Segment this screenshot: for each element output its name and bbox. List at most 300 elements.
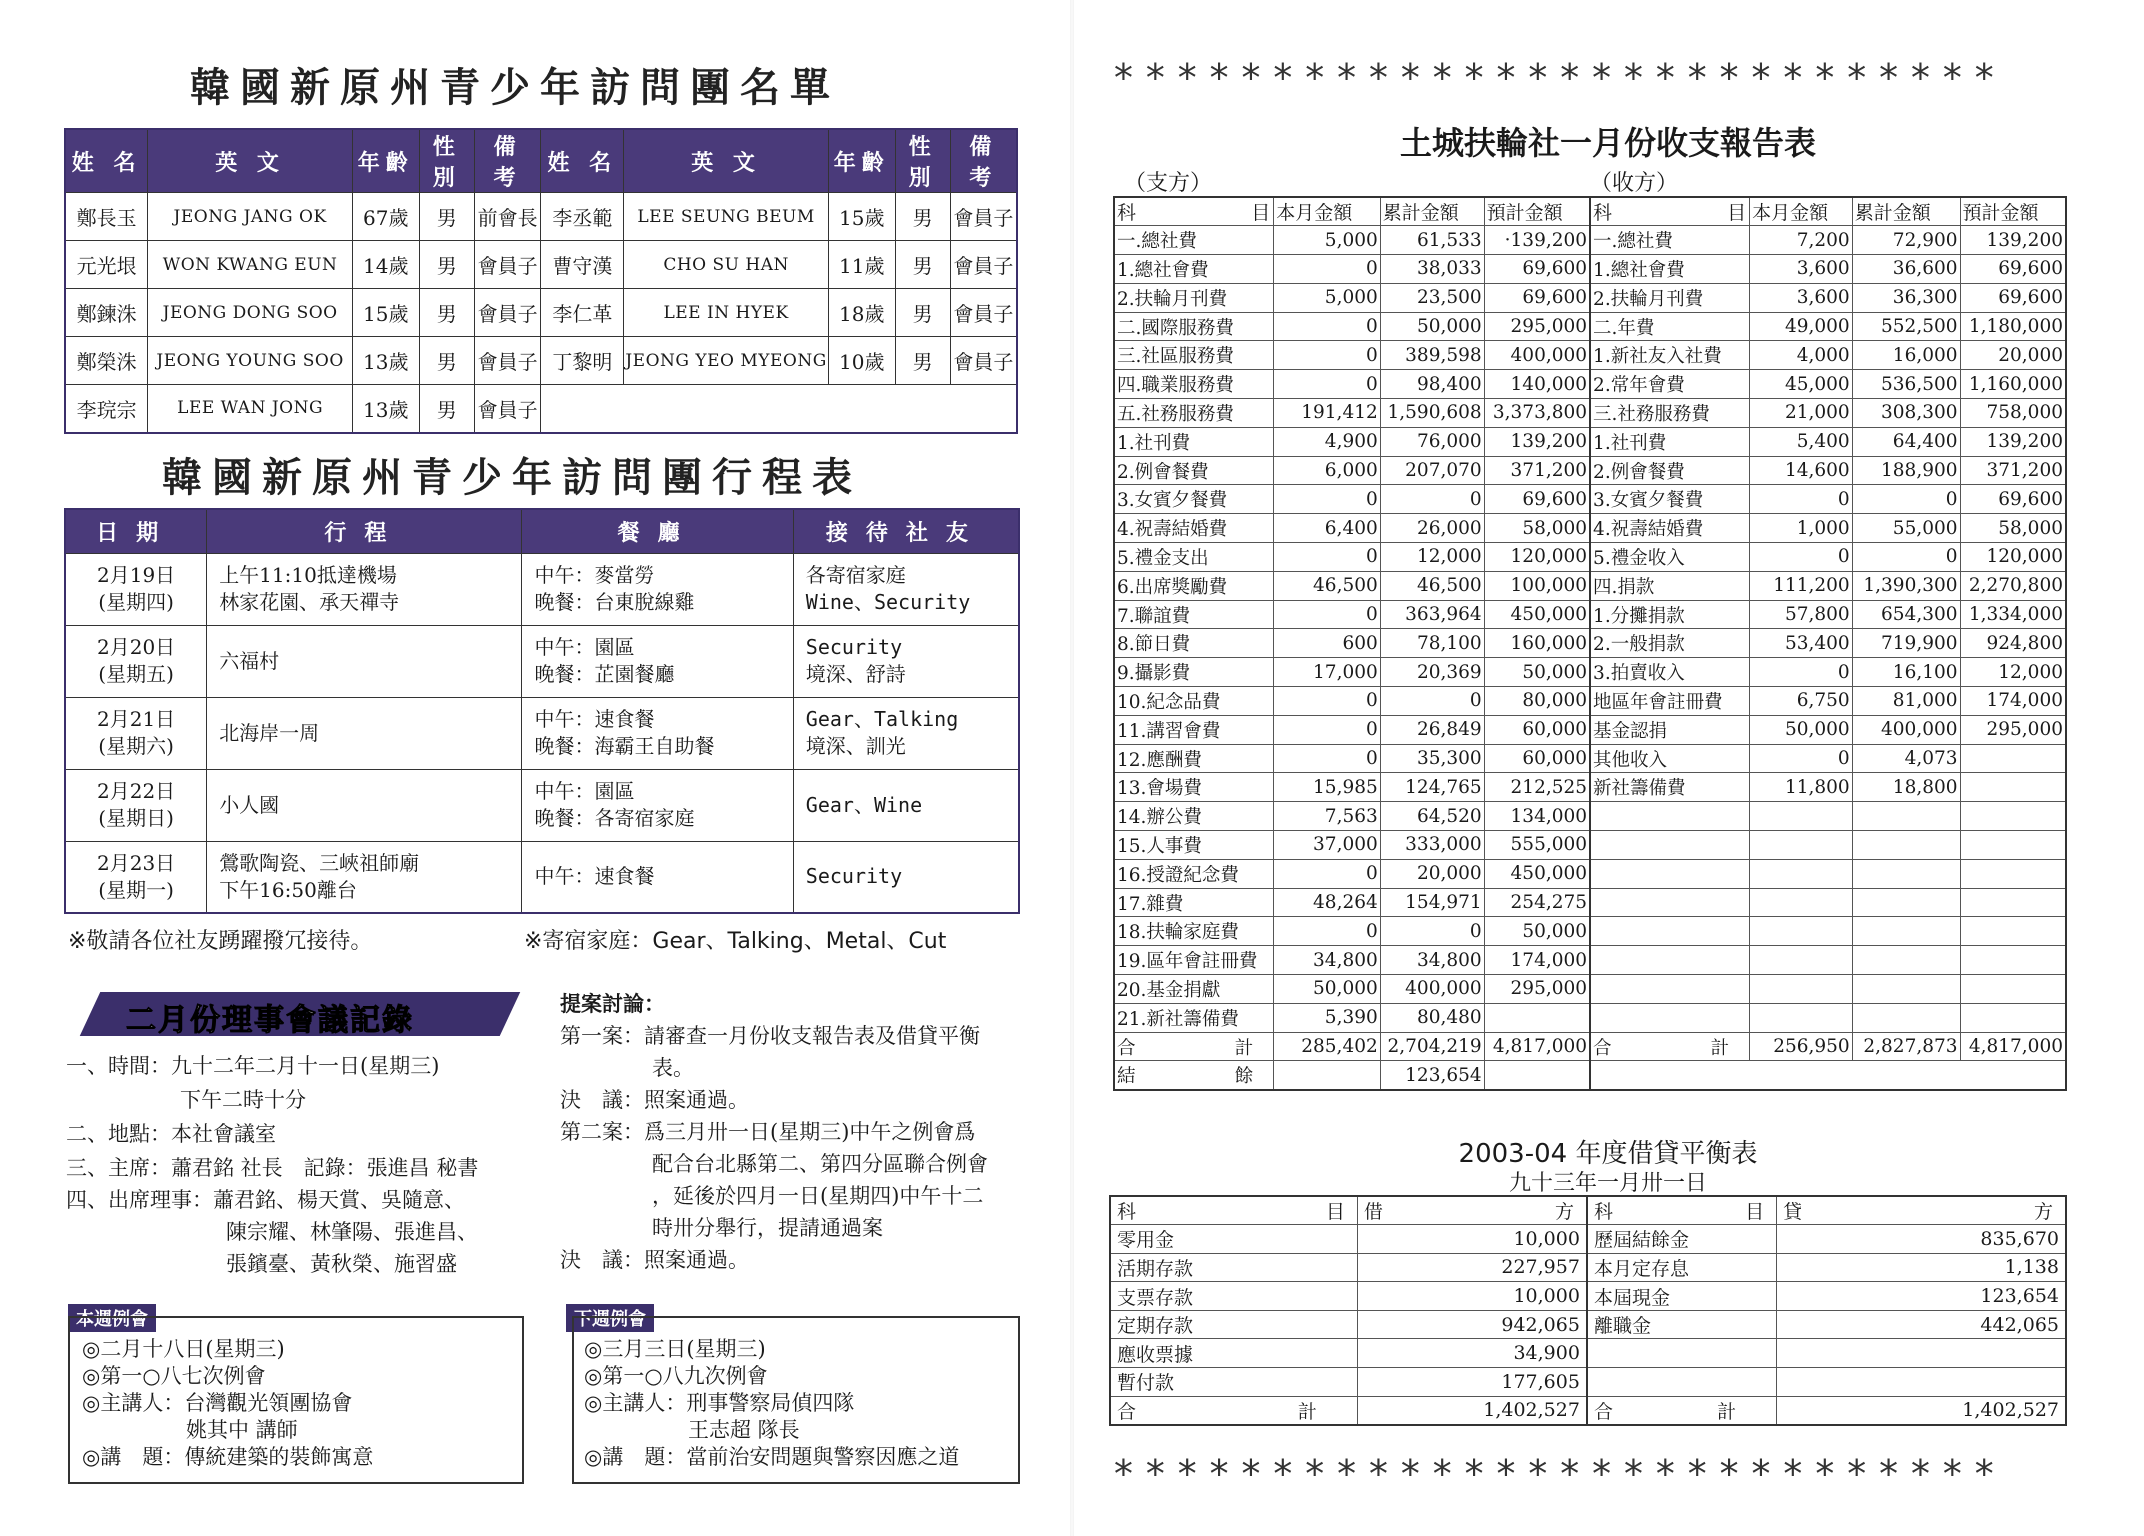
- finance-row: [1114, 485, 2066, 514]
- finance-amount: [1852, 802, 1960, 831]
- finance-item: [1590, 917, 1750, 946]
- finance-item: 5.禮金收入: [1590, 543, 1750, 572]
- finance-item: 16.授證紀念費: [1114, 859, 1274, 888]
- finance-total-amount: 2,704,219: [1380, 1032, 1484, 1061]
- finance-amount: 58,000: [1960, 514, 2066, 543]
- roster-header-cell: 年齡: [828, 129, 895, 193]
- roster-cell: 鄭長玉: [65, 193, 148, 241]
- finance-amount: 34,800: [1274, 946, 1381, 975]
- roster-cell: 會員子: [950, 193, 1017, 241]
- finance-amount: [1484, 1003, 1590, 1032]
- balance-table: [1109, 1195, 2067, 1426]
- finance-item: 一.總社費: [1590, 226, 1750, 255]
- roster-cell: 元光垠: [65, 241, 148, 289]
- finance-amount: 1,334,000: [1960, 600, 2066, 629]
- next-week-line: ◎第一○八九次例會: [584, 1364, 768, 1388]
- finance-amount: 53,400: [1750, 629, 1853, 658]
- finance-row: [1114, 370, 2066, 399]
- finance-amount: 26,000: [1380, 514, 1484, 543]
- schedule-meal: 中午：速食餐: [534, 707, 655, 731]
- finance-amount: 23,500: [1380, 283, 1484, 312]
- schedule-date: 2月20日: [97, 635, 176, 659]
- roster-cell: 李丞範: [541, 193, 624, 241]
- schedule-host: Gear、Wine: [805, 792, 923, 817]
- finance-row: [1114, 514, 2066, 543]
- proposal-line: 決 議：照案通過。: [560, 1088, 749, 1112]
- finance-amount: [1750, 859, 1853, 888]
- finance-amount: 254,275: [1484, 888, 1590, 917]
- schedule-trip-cell: [207, 841, 522, 913]
- balance-header-cell: [1587, 1196, 1777, 1225]
- roster-cell: JEONG YOUNG SOO: [148, 337, 353, 385]
- finance-amount: 0: [1380, 917, 1484, 946]
- schedule-meal: 中午：園區: [534, 779, 635, 803]
- finance-item: 9.攝影費: [1114, 658, 1274, 687]
- schedule-meal: 中午：麥當勞: [534, 563, 655, 587]
- this-week-line: ◎講 題：傳統建築的裝飾寓意: [82, 1445, 374, 1469]
- finance-amount: [1852, 888, 1960, 917]
- roster-cell: 男: [895, 193, 950, 241]
- finance-amount: 0: [1274, 715, 1381, 744]
- finance-amount: 12,000: [1960, 658, 2066, 687]
- schedule-weekday: (星期四): [98, 590, 174, 614]
- finance-row: [1114, 975, 2066, 1004]
- finance-amount: 160,000: [1484, 629, 1590, 658]
- finance-amount: 81,000: [1852, 687, 1960, 716]
- finance-header-cell: [1114, 197, 1274, 226]
- empty-cell: [1484, 1061, 1590, 1090]
- roster-cell: 李仁革: [541, 289, 624, 337]
- finance-item: [1590, 831, 1750, 860]
- finance-item: 四.捐款: [1590, 571, 1750, 600]
- finance-amount: 212,525: [1484, 773, 1590, 802]
- finance-amount: 80,480: [1380, 1003, 1484, 1032]
- balance-header-right: 方: [2033, 1201, 2053, 1224]
- schedule-host: 各寄宿家庭: [805, 563, 906, 587]
- schedule-trip: 下午16:50離台: [219, 877, 357, 902]
- finance-amount: 134,000: [1484, 802, 1590, 831]
- finance-amount: [1852, 917, 1960, 946]
- roster-cell: 男: [419, 241, 474, 289]
- finance-item: 10.紀念品費: [1114, 687, 1274, 716]
- balance-item: 離職金: [1587, 1310, 1777, 1339]
- balance-item: 零用金: [1110, 1225, 1357, 1254]
- schedule-date-cell: [65, 553, 207, 625]
- finance-balance-label: [1114, 1061, 1274, 1090]
- finance-amount: 5,000: [1274, 283, 1381, 312]
- finance-amount: 49,000: [1750, 312, 1853, 341]
- finance-amount: 58,000: [1484, 514, 1590, 543]
- finance-total-amount: 2,827,873: [1852, 1032, 1960, 1061]
- finance-amount: 1,590,608: [1380, 399, 1484, 428]
- finance-header-cell: 累計金額: [1852, 197, 1960, 226]
- roster-row: [65, 289, 1017, 337]
- meeting-line: 一、時間：九十二年二月十一日(星期三): [66, 1054, 440, 1078]
- schedule-date-cell: [65, 841, 207, 913]
- roster-cell: 10歲: [828, 337, 895, 385]
- next-week-box: [572, 1316, 1020, 1484]
- empty-cell: [1590, 1061, 2066, 1090]
- balance-total-label: [1110, 1396, 1357, 1425]
- finance-amount: 450,000: [1484, 600, 1590, 629]
- finance-amount: 69,600: [1960, 283, 2066, 312]
- finance-amount: 758,000: [1960, 399, 2066, 428]
- finance-amount: 3,373,800: [1484, 399, 1590, 428]
- finance-amount: 80,000: [1484, 687, 1590, 716]
- proposals-title: 提案討論：: [560, 992, 665, 1016]
- finance-amount: 124,765: [1380, 773, 1484, 802]
- finance-amount: 371,200: [1484, 456, 1590, 485]
- schedule-note-left: ※敬請各位社友踴躍撥冗接待。: [68, 929, 373, 954]
- balance-header-left: 科: [1593, 1201, 1613, 1224]
- finance-row: [1114, 427, 2066, 456]
- total-char: 合: [1117, 1037, 1136, 1059]
- meeting-line: 二、地點：本社會議室: [66, 1122, 276, 1146]
- roster-header-cell: 年齡: [352, 129, 419, 193]
- balance-header-cell: [1110, 1196, 1357, 1225]
- finance-row: [1114, 946, 2066, 975]
- roster-cell: 鄭鍊洙: [65, 289, 148, 337]
- finance-amount: 4,000: [1750, 341, 1853, 370]
- roster-header-cell: 英 文: [148, 129, 353, 193]
- finance-amount: 60,000: [1484, 715, 1590, 744]
- finance-header-cell: 預計金額: [1484, 197, 1590, 226]
- finance-amount: 1,390,300: [1852, 571, 1960, 600]
- schedule-trip: 鶯歌陶瓷、三峽祖師廟: [219, 850, 420, 875]
- finance-amount: 18,800: [1852, 773, 1960, 802]
- expense-label: （支方）: [1124, 171, 1213, 196]
- schedule-trip-cell: [207, 697, 522, 769]
- finance-amount: [1960, 744, 2066, 773]
- roster-cell: 會員子: [474, 241, 541, 289]
- finance-amount: ·139,200: [1484, 226, 1590, 255]
- schedule-header-cell: 日期: [65, 509, 207, 553]
- schedule-host: Security: [805, 635, 903, 659]
- roster-cell: JEONG YEO MYEONG: [624, 337, 829, 385]
- schedule-date-cell: [65, 625, 207, 697]
- finance-row: [1114, 715, 2066, 744]
- finance-header-cell: [1590, 197, 1750, 226]
- finance-amount: 0: [1274, 859, 1381, 888]
- finance-amount: 400,000: [1380, 975, 1484, 1004]
- finance-amount: 16,000: [1852, 341, 1960, 370]
- finance-amount: 400,000: [1852, 715, 1960, 744]
- finance-amount: 207,070: [1380, 456, 1484, 485]
- balance-amount: [1777, 1339, 2066, 1368]
- balance-total-amount: 1,402,527: [1357, 1396, 1587, 1425]
- schedule-host-cell: [793, 697, 1019, 769]
- finance-amount: 17,000: [1274, 658, 1381, 687]
- roster-cell: 會員子: [950, 337, 1017, 385]
- finance-amount: 50,000: [1380, 312, 1484, 341]
- finance-amount: 6,750: [1750, 687, 1853, 716]
- finance-amount: 295,000: [1960, 715, 2066, 744]
- finance-amount: [1750, 831, 1853, 860]
- finance-item: 14.辦公費: [1114, 802, 1274, 831]
- finance-amount: 50,000: [1484, 658, 1590, 687]
- finance-amount: 174,000: [1960, 687, 2066, 716]
- balance-total-amount: 1,402,527: [1777, 1396, 2066, 1425]
- finance-amount: 14,600: [1750, 456, 1853, 485]
- balance-char: 結: [1117, 1066, 1136, 1088]
- total-char: 合: [1593, 1037, 1612, 1059]
- balance-header-left: 貸: [1783, 1201, 1803, 1224]
- finance-item: 一.總社費: [1114, 226, 1274, 255]
- finance-item: 5.禮金支出: [1114, 543, 1274, 572]
- finance-amount: [1960, 1003, 2066, 1032]
- schedule-trip: 小人國: [219, 792, 280, 817]
- finance-row: [1114, 255, 2066, 284]
- finance-amount: [1960, 859, 2066, 888]
- finance-item: 18.扶輪家庭費: [1114, 917, 1274, 946]
- schedule-meal-cell: [522, 697, 793, 769]
- roster-table: [64, 128, 1018, 434]
- income-label: （收方）: [1590, 171, 1679, 196]
- finance-amount: 37,000: [1274, 831, 1381, 860]
- schedule-meal: 晚餐：芷園餐廳: [534, 662, 675, 686]
- finance-amount: 0: [1274, 600, 1381, 629]
- finance-row: [1114, 802, 2066, 831]
- finance-item: 2.一般捐款: [1590, 629, 1750, 658]
- total-char: 計: [1710, 1037, 1730, 1059]
- roster-cell: 13歲: [352, 385, 419, 433]
- balance-item: 本屆現金: [1587, 1282, 1777, 1311]
- finance-header-cell: 預計金額: [1960, 197, 2066, 226]
- finance-amount: 363,964: [1380, 600, 1484, 629]
- roster-cell: 14歲: [352, 241, 419, 289]
- schedule-weekday: (星期六): [98, 734, 174, 758]
- roster-cell: 男: [895, 289, 950, 337]
- finance-amount: 400,000: [1484, 341, 1590, 370]
- finance-item: 2.扶輪月刊費: [1114, 283, 1274, 312]
- finance-amount: 5,000: [1274, 226, 1381, 255]
- finance-amount: 536,500: [1852, 370, 1960, 399]
- finance-item: 15.人事費: [1114, 831, 1274, 860]
- total-char: 計: [1234, 1037, 1254, 1059]
- schedule-trip: 六福村: [219, 648, 280, 673]
- balance-row: [1110, 1339, 2066, 1368]
- finance-amount: 26,849: [1380, 715, 1484, 744]
- proposal-line: ，延後於四月一日(星期四)中午十二: [652, 1184, 984, 1208]
- roster-header-cell: 性別: [895, 129, 950, 193]
- roster-cell: 會員子: [950, 289, 1017, 337]
- finance-row: [1114, 543, 2066, 572]
- finance-amount: [1852, 975, 1960, 1004]
- finance-amount: 139,200: [1484, 427, 1590, 456]
- roster-row: [65, 337, 1017, 385]
- finance-amount: 0: [1274, 255, 1381, 284]
- finance-amount: 11,800: [1750, 773, 1853, 802]
- finance-row: [1114, 917, 2066, 946]
- finance-amount: 20,369: [1380, 658, 1484, 687]
- balance-amount: 835,670: [1777, 1225, 2066, 1254]
- finance-item: [1590, 975, 1750, 1004]
- roster-cell: WON KWANG EUN: [148, 241, 353, 289]
- finance-item: 6.出席獎勵費: [1114, 571, 1274, 600]
- finance-row: [1114, 629, 2066, 658]
- finance-amount: 654,300: [1852, 600, 1960, 629]
- roster-cell: CHO SU HAN: [624, 241, 829, 289]
- schedule-row: [65, 841, 1019, 913]
- next-week-line: ◎講 題：當前治安問題與警察因應之道: [584, 1445, 960, 1469]
- finance-row: [1114, 226, 2066, 255]
- finance-amount: 76,000: [1380, 427, 1484, 456]
- finance-amount: 1,180,000: [1960, 312, 2066, 341]
- schedule-trip-cell: [207, 553, 522, 625]
- finance-amount: 0: [1852, 543, 1960, 572]
- schedule-trip: 北海岸一周: [219, 720, 320, 745]
- finance-amount: 0: [1852, 485, 1960, 514]
- this-week-line: ◎第一○八七次例會: [82, 1364, 266, 1388]
- this-week-box: [68, 1316, 524, 1484]
- finance-amount: 36,600: [1852, 255, 1960, 284]
- balance-title: 2003-04 年度借貸平衡表: [1458, 1139, 1758, 1169]
- finance-amount: 333,000: [1380, 831, 1484, 860]
- balance-row: [1110, 1282, 2066, 1311]
- finance-amount: 46,500: [1380, 571, 1484, 600]
- finance-item: 1.社刊費: [1590, 427, 1750, 456]
- roster-header-cell: 備 考: [950, 129, 1017, 193]
- roster-cell: 18歲: [828, 289, 895, 337]
- finance-amount: [1960, 831, 2066, 860]
- finance-item: 1.分攤捐款: [1590, 600, 1750, 629]
- finance-amount: 139,200: [1960, 427, 2066, 456]
- finance-amount: 295,000: [1484, 312, 1590, 341]
- finance-item: [1590, 1003, 1750, 1032]
- roster-header-cell: 備 考: [474, 129, 541, 193]
- finance-item: 1.社刊費: [1114, 427, 1274, 456]
- finance-item: [1590, 802, 1750, 831]
- finance-row: [1114, 888, 2066, 917]
- roster-cell: 李琓宗: [65, 385, 148, 433]
- roster-cell: 15歲: [828, 193, 895, 241]
- finance-amount: [1750, 946, 1853, 975]
- finance-amount: 69,600: [1484, 255, 1590, 284]
- total-char: 計: [1717, 1400, 1737, 1423]
- proposal-line: 第一案：請審查一月份收支報告表及借貸平衡: [560, 1024, 980, 1048]
- meeting-banner: [66, 988, 526, 1040]
- finance-header-cell: 累計金額: [1380, 197, 1484, 226]
- finance-amount: 5,390: [1274, 1003, 1381, 1032]
- finance-amount: 4,073: [1852, 744, 1960, 773]
- balance-amount: 34,900: [1357, 1339, 1587, 1368]
- finance-total-amount: 285,402: [1274, 1032, 1381, 1061]
- schedule-title: 韓國新原州青少年訪問團行程表: [162, 455, 862, 501]
- finance-amount: 0: [1274, 312, 1381, 341]
- balance-item: 本月定存息: [1587, 1253, 1777, 1282]
- roster-row: [65, 385, 1017, 433]
- finance-item: [1590, 888, 1750, 917]
- finance-item: 基金認捐: [1590, 715, 1750, 744]
- balance-item: 活期存款: [1110, 1253, 1357, 1282]
- finance-amount: 20,000: [1960, 341, 2066, 370]
- finance-amount: 16,100: [1852, 658, 1960, 687]
- finance-item: 1.總社會費: [1590, 255, 1750, 284]
- finance-amount: 139,200: [1960, 226, 2066, 255]
- roster-cell: LEE IN HYEK: [624, 289, 829, 337]
- finance-amount: 174,000: [1484, 946, 1590, 975]
- schedule-meal: 晚餐：台東脫線雞: [534, 590, 695, 614]
- finance-amount: 308,300: [1852, 399, 1960, 428]
- finance-amount: 1,160,000: [1960, 370, 2066, 399]
- finance-amount: [1750, 888, 1853, 917]
- finance-row: [1114, 600, 2066, 629]
- schedule-host: 境深、訓光: [805, 734, 906, 758]
- balance-header-cell: [1357, 1196, 1587, 1225]
- finance-header-left: 科: [1593, 202, 1613, 225]
- finance-item: 4.祝壽結婚費: [1590, 514, 1750, 543]
- finance-amount: 0: [1274, 744, 1381, 773]
- schedule-weekday: (星期五): [98, 662, 174, 686]
- finance-item: 11.講習會費: [1114, 715, 1274, 744]
- finance-row: [1114, 312, 2066, 341]
- finance-amount: 450,000: [1484, 859, 1590, 888]
- roster-cell: 男: [895, 241, 950, 289]
- finance-amount: [1960, 975, 2066, 1004]
- schedule-host-cell: [793, 769, 1019, 841]
- finance-row: [1114, 283, 2066, 312]
- schedule-header-cell: 接待社友: [793, 509, 1019, 553]
- balance-row: [1110, 1368, 2066, 1397]
- schedule-row: [65, 697, 1019, 769]
- balance-item: [1587, 1368, 1777, 1397]
- finance-amount: 7,563: [1274, 802, 1381, 831]
- finance-item: [1590, 946, 1750, 975]
- schedule-row: [65, 553, 1019, 625]
- finance-item: 3.拍賣收入: [1590, 658, 1750, 687]
- balance-total-label: [1587, 1396, 1777, 1425]
- finance-amount: 5,400: [1750, 427, 1853, 456]
- balance-total-row: [1110, 1396, 2066, 1425]
- roster-header-row: [65, 129, 1017, 193]
- finance-amount: 2,270,800: [1960, 571, 2066, 600]
- total-char: 計: [1297, 1400, 1317, 1423]
- roster-cell: 67歲: [352, 193, 419, 241]
- roster-cell: 11歲: [828, 241, 895, 289]
- balance-item: 支票存款: [1110, 1282, 1357, 1311]
- finance-item: 2.例會餐費: [1114, 456, 1274, 485]
- balance-header-right: 方: [1554, 1201, 1574, 1224]
- finance-header-left: 科: [1117, 202, 1137, 225]
- schedule-row: [65, 769, 1019, 841]
- finance-amount: 100,000: [1484, 571, 1590, 600]
- balance-row: [1110, 1253, 2066, 1282]
- finance-item: 3.女賓夕餐費: [1114, 485, 1274, 514]
- schedule-host-cell: [793, 625, 1019, 697]
- balance-item: 應收票據: [1110, 1339, 1357, 1368]
- finance-amount: 61,533: [1380, 226, 1484, 255]
- roster-header-cell: 英 文: [624, 129, 829, 193]
- this-week-line: ◎二月十八日(星期三): [82, 1337, 285, 1361]
- schedule-date: 2月22日: [97, 779, 176, 803]
- finance-amount: [1960, 773, 2066, 802]
- finance-header-right: 目: [1251, 202, 1271, 225]
- balance-amount: 177,605: [1357, 1368, 1587, 1397]
- roster-header-cell: 姓 名: [65, 129, 148, 193]
- finance-row: [1114, 773, 2066, 802]
- balance-amount: [1777, 1368, 2066, 1397]
- finance-amount: 50,000: [1750, 715, 1853, 744]
- finance-item: 四.職業服務費: [1114, 370, 1274, 399]
- finance-amount: 57,800: [1750, 600, 1853, 629]
- finance-title: 土城扶輪社一月份收支報告表: [1399, 124, 1816, 162]
- meeting-line: 四、出席理事：蕭君銘、楊天賞、吳隨意、: [66, 1188, 465, 1212]
- finance-amount: 50,000: [1484, 917, 1590, 946]
- finance-amount: 188,900: [1852, 456, 1960, 485]
- roster-cell: 15歲: [352, 289, 419, 337]
- finance-amount: [1852, 831, 1960, 860]
- balance-item: 暫付款: [1110, 1368, 1357, 1397]
